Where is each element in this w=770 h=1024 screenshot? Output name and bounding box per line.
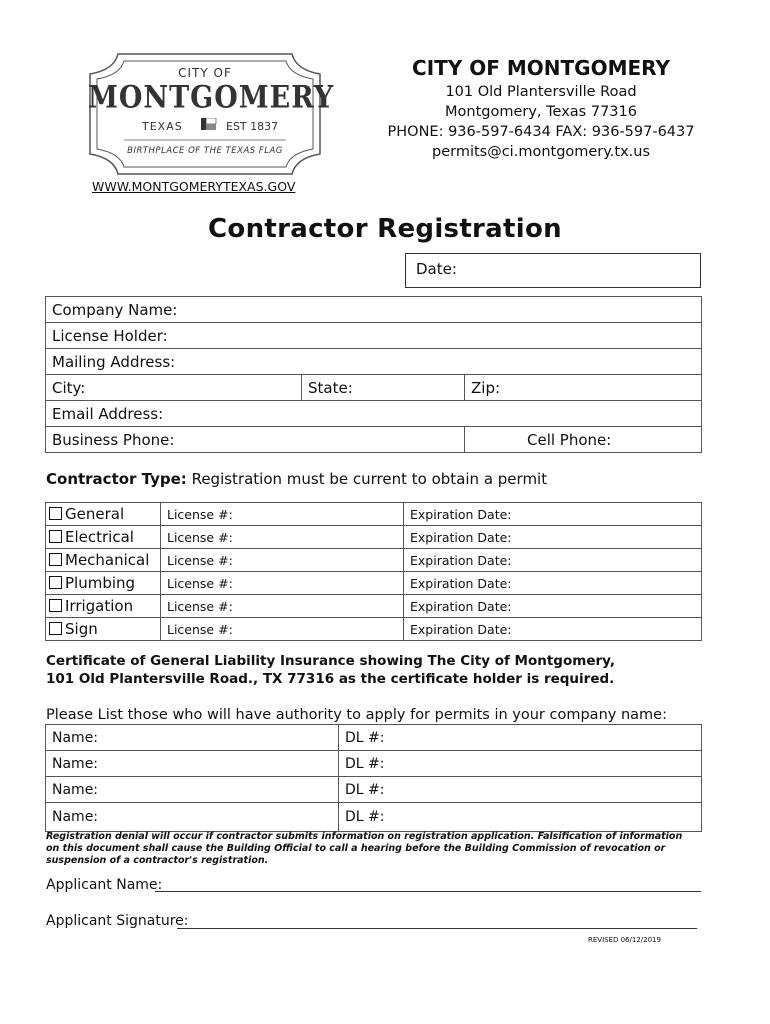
expiration-date-field[interactable] (404, 526, 702, 549)
expiration-date-field[interactable] (404, 618, 702, 641)
type-general-checkbox[interactable] (46, 503, 161, 526)
applicant-name-label: Applicant Name: (46, 877, 163, 893)
mailing-address-label: Mailing Address: (52, 352, 176, 371)
applicant-name-field[interactable] (155, 891, 701, 892)
name-label: Name: (52, 781, 99, 798)
table-row (46, 549, 702, 572)
seal-name: MONTGOMERY (88, 79, 335, 116)
business-phone-label: Business Phone: (52, 430, 175, 449)
authorized-persons-table (45, 724, 702, 832)
table-row (46, 503, 702, 526)
date-label: Date: (416, 260, 457, 278)
name-field[interactable] (46, 803, 339, 832)
company-name-label: Company Name: (52, 300, 178, 319)
certificate-line2: 101 Old Plantersville Road., TX 77316 as the certificate holder is required. (46, 671, 615, 687)
license-number-field[interactable] (161, 526, 404, 549)
checkbox-icon[interactable] (49, 622, 62, 635)
contractor-type-note: Registration must be current to obtain a permit (186, 470, 548, 488)
type-irrigation-checkbox[interactable] (46, 595, 161, 618)
name-field[interactable] (46, 777, 339, 803)
seal-est: EST 1837 (226, 120, 279, 133)
state-label: State: (308, 378, 353, 397)
name-field[interactable] (46, 725, 339, 751)
city-label: City: (52, 378, 86, 397)
license-number-field[interactable] (161, 503, 404, 526)
type-label: Plumbing (65, 574, 136, 592)
revision-date: REVISED 06/12/2019 (588, 936, 661, 944)
license-label: License #: (167, 506, 233, 522)
state-field[interactable] (302, 375, 465, 401)
website-link[interactable]: WWW.MONTGOMERYTEXAS.GOV (92, 179, 296, 194)
header-phone-fax: PHONE: 936-597-6434 FAX: 936-597-6437 (387, 124, 695, 140)
type-plumbing-checkbox[interactable] (46, 572, 161, 595)
table-row (46, 595, 702, 618)
texas-flag-icon (201, 118, 217, 132)
cell-phone-field[interactable] (465, 427, 702, 453)
expiration-date-field[interactable] (404, 549, 702, 572)
certificate-line1: Certificate of General Liability Insurance showing The City of Montgomery, (46, 653, 616, 669)
checkbox-icon[interactable] (49, 599, 62, 612)
type-label: Electrical (65, 528, 134, 546)
header-email: permits@ci.montgomery.tx.us (431, 144, 651, 160)
type-mechanical-checkbox[interactable] (46, 549, 161, 572)
dl-label: DL #: (345, 755, 385, 772)
dl-label: DL #: (345, 781, 385, 798)
authority-intro: Please List those who will have authority to apply for permits in your company name: (46, 707, 667, 723)
table-row (46, 725, 702, 751)
license-holder-field[interactable] (46, 323, 702, 349)
expiration-label: Expiration Date: (410, 598, 512, 614)
seal-city-of: CITY OF (178, 66, 232, 80)
expiration-date-field[interactable] (404, 595, 702, 618)
table-row (46, 526, 702, 549)
contractor-type-label: Contractor Type: (46, 470, 187, 488)
checkbox-icon[interactable] (49, 553, 62, 566)
type-label: Mechanical (65, 551, 150, 569)
name-label: Name: (52, 755, 99, 772)
seal-tagline: BIRTHPLACE OF THE TEXAS FLAG (127, 146, 283, 156)
applicant-signature-field[interactable] (177, 928, 697, 929)
business-phone-field[interactable] (46, 427, 465, 453)
insurance-certificate-note (46, 652, 615, 688)
city-seal-logo (88, 52, 335, 176)
table-row (46, 572, 702, 595)
dl-field[interactable] (339, 777, 702, 803)
contractor-type-table (45, 502, 702, 641)
checkbox-icon[interactable] (49, 507, 62, 520)
email-label: Email Address: (52, 404, 164, 423)
license-label: License #: (167, 575, 233, 591)
form-title: Contractor Registration (208, 214, 562, 244)
name-label: Name: (52, 729, 99, 746)
zip-label: Zip: (471, 378, 501, 397)
expiration-label: Expiration Date: (410, 552, 512, 568)
dl-field[interactable] (339, 751, 702, 777)
license-holder-label: License Holder: (52, 326, 168, 345)
checkbox-icon[interactable] (49, 530, 62, 543)
license-number-field[interactable] (161, 618, 404, 641)
seal-state: TEXAS (142, 120, 183, 133)
type-label: Sign (65, 620, 98, 638)
header-title: CITY OF MONTGOMERY (412, 56, 670, 80)
applicant-signature-label: Applicant Signature: (46, 913, 189, 929)
name-field[interactable] (46, 751, 339, 777)
expiration-date-field[interactable] (404, 503, 702, 526)
expiration-label: Expiration Date: (410, 575, 512, 591)
license-label: License #: (167, 598, 233, 614)
type-electrical-checkbox[interactable] (46, 526, 161, 549)
license-number-field[interactable] (161, 595, 404, 618)
registration-denial-notice: Registration denial will occur if contractor submits information on registration application. Falsification of information on this document shall cause the Building Official to call a hearing before the Building Commission of revocation or suspension of a contractor's registration. (46, 831, 683, 866)
table-row (46, 618, 702, 641)
company-name-field[interactable] (46, 297, 702, 323)
mailing-address-field[interactable] (46, 349, 702, 375)
license-number-field[interactable] (161, 572, 404, 595)
dl-label: DL #: (345, 729, 385, 746)
name-label: Name: (52, 809, 99, 825)
zip-field[interactable] (465, 375, 702, 401)
date-field[interactable] (405, 253, 701, 288)
checkbox-icon[interactable] (49, 576, 62, 589)
expiration-label: Expiration Date: (410, 506, 512, 522)
table-row (46, 751, 702, 777)
header-address1: 101 Old Plantersville Road (445, 84, 637, 100)
company-info-table (45, 296, 702, 453)
license-number-field[interactable] (161, 549, 404, 572)
dl-field[interactable] (339, 725, 702, 751)
city-field[interactable] (46, 375, 302, 401)
contractor-type-heading (46, 470, 547, 488)
header-address2: Montgomery, Texas 77316 (445, 104, 637, 120)
expiration-label: Expiration Date: (410, 529, 512, 545)
email-field[interactable] (46, 401, 702, 427)
table-row (46, 803, 702, 832)
expiration-label: Expiration Date: (410, 621, 512, 637)
type-label: Irrigation (65, 597, 134, 615)
license-label: License #: (167, 552, 233, 568)
dl-label: DL #: (345, 809, 385, 825)
license-label: License #: (167, 621, 233, 637)
cell-phone-label: Cell Phone: (527, 430, 612, 449)
license-label: License #: (167, 529, 233, 545)
dl-field[interactable] (339, 803, 702, 832)
table-row (46, 777, 702, 803)
type-sign-checkbox[interactable] (46, 618, 161, 641)
type-label: General (65, 505, 125, 523)
expiration-date-field[interactable] (404, 572, 702, 595)
